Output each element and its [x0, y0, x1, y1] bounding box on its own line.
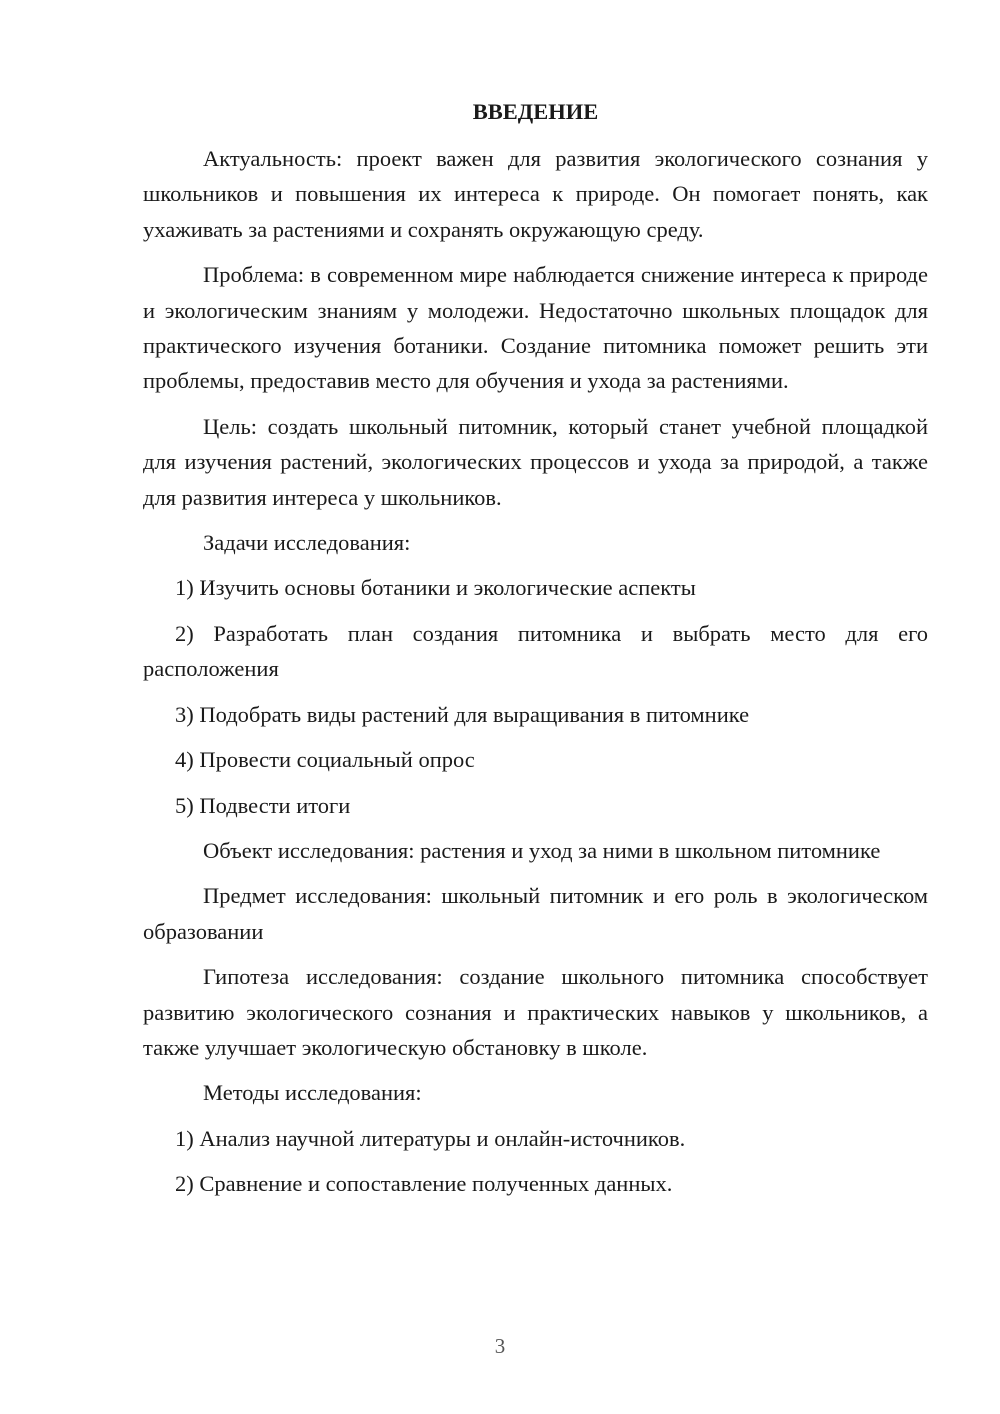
- paragraph-object: Объект исследования: растения и уход за ними в школьном питомнике: [203, 837, 881, 863]
- task-item-4: 4) Провести социальный опрос: [175, 747, 475, 773]
- document-page: [143, 94, 928, 1212]
- paragraph-subject: Предмет исследования: школьный питомник и его роль в экологическом образовании: [143, 883, 928, 944]
- page-number: 3: [494, 1334, 506, 1358]
- method-item-2: 2) Сравнение и сопоставление полученных данных.: [175, 1171, 673, 1197]
- paragraph-hypothesis: Гипотеза исследования: создание школьного питомника способствует развитию экологического сознания и практических навыков у школьников, а также улучшает экологическую обстановку в школе.: [143, 964, 928, 1060]
- paragraph-problem: Проблема: в современном мире наблюдается снижение интереса к природе и экологическим знаниям у молодежи. Недостаточно школьных площадок для практического изучения ботаники. Создание питомника поможет решить эти проблемы, предоставив место для обучения и ухода за растениями.: [143, 262, 928, 394]
- method-item-1: 1) Анализ научной литературы и онлайн-источников.: [175, 1125, 686, 1151]
- task-item-1: 1) Изучить основы ботаники и экологические аспекты: [175, 575, 696, 601]
- tasks-heading: Задачи исследования:: [203, 530, 411, 556]
- task-item-2: 2) Разработать план создания питомника и выбрать место для его расположения: [143, 620, 928, 682]
- section-title: ВВЕДЕНИЕ: [472, 99, 599, 124]
- paragraph-goal: Цель: создать школьный питомник, который станет учебной площадкой для изучения растений, экологических процессов и ухода за природой, а также для развития интереса у школьников.: [143, 413, 928, 510]
- methods-heading: Методы исследования:: [203, 1080, 422, 1106]
- paragraph-relevance: Актуальность: проект важен для развития экологического сознания у школьников и повышения их интереса к природе. Он помогает понять, как ухаживать за растениями и сохранять окружающую среду.: [143, 146, 928, 242]
- task-item-3: 3) Подобрать виды растений для выращивания в питомнике: [175, 701, 750, 727]
- task-item-5: 5) Подвести итоги: [175, 792, 351, 818]
